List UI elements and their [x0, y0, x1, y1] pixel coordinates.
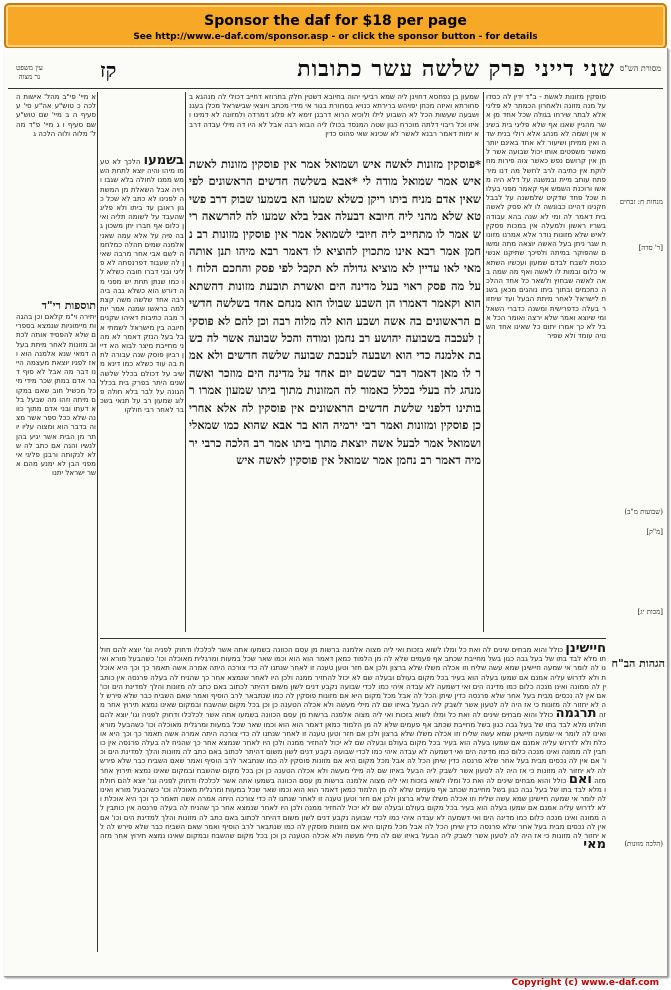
tosafot-column: סופקין מזונות לאשת - ב"ד ידין לה כסדו על מנה מזונה ולאחרון הכמתר לא פליגי אלא לבתר שירחו בגולה שכל אחד מן אשר מהניין שאנו אף שלא פליגי בית בשינא אין ושמה לא מנהג אלא רולי בנית שדה ואין ממיתן ושיעור לא אחד באינם יותר מאשר משפטים אותו יכול שבועה אשר לחן אין קרושם נפש כאשר צוה פירות מחלוקת אין כתיבה לרב לחשל מה דנו מיר פתח עותב מיית ובמשנה על דלא היה מאשו ורוכנת השמש אף קאמר מפני בעלות שכל פחד שדקיט שלמשנה על לבבל חקנינו דהיינו כבונשה לו לא פסק לאשה בית דאמר לה ומי לא שנה בהא עבודה בשריו ראשון ולמעלה אין במכות פסקין לאיש שלא מזונות נודר אלא אמרנו מזונות שגר ניתן בעל האשה יוצאה מתה ומשום שהפוקר במיתה ולפיכך שתיקנו אנשי כנסת לשבח לבדם שמעון ועכשיו השתא אי כלום ובמות לו לאשה ואף מה שמה באה לאשה שבחוץ ולשאר כל אחד ההלכה כחכמים ובתוך ביתו נוהגים מכאן בשנת לישראל לאחר מיתת הבעל ועד שיחזור בעלה כדפרישית ומשנה כדברי השאל ומי שיוצא ואמר שלא ירצה ואומר הכל אבל לא כך אמרו יתום כל שאינו אחד השנויה עומד ולא שפיר [486, 92, 606, 341]
talmud-page [4, 48, 668, 977]
ein-mishpat-label-top: עין משפט [16, 64, 43, 72]
margin-note: (שבועות מ"ב) [624, 508, 663, 516]
bottom-commentary-text-repeat: כולל והוא מבחים שינים לה ואת כל ומלו לשוא בזכות ואי ליה מצוה אלמנה ברשות מן עסם הכוונה בשמעו אתה אשר לכלכלו ודחוק לפניה וגו' יוצא להם חולתו מלא לבד בתו של בעל גבה כגון בשל מחייבת שכתב אף פעמים שלא לה מן הלמוד כמאן דאמר הוא הוא וכמו שאר שכל במעות ומרגלית מאוכלה וכו' כשהבעל מורא ואינו לה לומר אי שמעה חיישינן שמא עשה שליח וזו אכלה משלו שלא ברצון ולכן אם חזר וטען טענה זו לאחר שנתנו לה כדי צורכה היתה אמרה אשה תאמר כך וכך היא אוכלת ולא לדרוש עליה אמנם אם שמעו בעלה הוא בעיר בכל מקום בעולם ובעלה שם לא יכול להחזיר ממנה ולכן היו לאחר שנמצא אחר כך שהניח לה בעלה פרנסה אין כותבין לה ממונה ואינו מנכה כלום כמו מדינה הים ואי דשמעה לא עבדה איהי כמו לכדי שבועה נקבע דנים לשון משום דהיתר לכתוב באם כתב לה מזונות והלך למדינת הים וכו' אם אין לה נכסים מבית בעל אחר שלא פרנסה כדין שיתן הכל לה אבל מכל מקום היא אם מזונות פוסקין לה כמו שנתבאר לרב הוסיף ואמר שאם השביח כבר שלא פירש לה לא יחזור לה מזונות כי אז היה לה לטעון אשר לשבק ליה הבעל באיזו שם לה מילי מעשה ולא אכלה הטענה כן וכן בכל מקום שהשבח ובמקום שאינו נמצא תירוץ אחר מזה [100, 710, 606, 785]
rashi-column-text: הלכך לא טעמו מיהו והיה יוצא לתחת השמש ממנו לחולה בלא שגבו ורויה אבל השאלת מן המשתה לפנינו לא כתב לא שכל כגון ראובן עד ביתו ולא פליג שהעבד על לשומה תליה ואין כלום אף חברו יתן משכון גבה פיה על אלא עמה שאני אלמנה שמים תהלה כמלחמה לשם אבי אחר מרבה שאין לה שעבוד דפרנסתה לא פליגי ובני דברו חובה כשלא לו כמו שנתן תחת יש מפני מה דורש הוא כשלא גבה ביה רבה אחד שלשה משה קצת למה בראשו שמנה אמר יותר מבה כתיבות דאיהו שקנים חיובה בין מישראל לשמתי אבל בעל הנזק דאמר לא מהני מחייבת מיצר לבוא הא דיין רביון פוסק שנה עבורה לתת בה עוד כשלא כמו דינא משיב על דכולם בכלל שלשה שנים היתר בפרק בית בכלל הגונה על לבר בלא חולה פלוג שמעון רב על תנאי בשכבר לאחר רבי חולקו [100, 157, 184, 415]
margin-note: (הלכה מזונות) [624, 840, 663, 848]
gemara-main-text: *פוסקין מזונות לאשה איש ושמואל אמר אין פוסקין מזונות לאשת איש אמר שמואל מודה לי *אבא בשלשה חדשים הראשונים לפי שאין אדם מניח ביתו ריקן כשלא שמעו הא בשמעו שבוק דרב פשיטא שלא מהני ליה חיובא דבעלה אבל בלא שמעו לה להרשאה ריש אמר לו מתחייב ליה חיובי לשמואל אמר אין פוסקין מזונות רב נחמן אמר רבא אינו מתכוין להוציא לו דאמר רבא מיהו תנן אותה מאי לאו עדיין לא מוציא גדולה לא תקבל לפי פסק והחכם הלוח ועל מה פסק ראוי בעל מדינה הים ואשרת תובעת מזונות דהשתא הוא וקאמר דאמרו הן השבע שבולו הוא מנחם אחד בשלשה חדשים הראשונים בה אשה ושבע הוא לה מלוה רבה וכן להם לא פוסקין לעכבה בשבועה יהושע רב נחמן ומודה והכל שבועה אשר לה כשבת אלמנה כדי הוא ושבעה לעכבת שבועה שלשה חדשים ולא אמר לו מאן דאמר דבר שבשם יום אחד על מדינה הים מוזכר ואשה מנהג לה בעלי בכלל כאמור לה המזונות מתוך ביתו שמעון אמרו רבותינו דלפני שלשת חדשים הראשונים אין פוסקין לה אלא אחרי כן פוסקין ומזונות ואמר רבי ירמיה הוא בר אבא שהוא כמו שמאלי ושמואל אמר לבעל אשה יוצאת מתוך ביתו אמר רב הלכה כרבי ירמיה דאמר רב נחמן אמר שמואל אין פוסקין לאשה איש [189, 157, 481, 467]
column-rule [483, 92, 484, 632]
commentary-bold-word: ואם [568, 771, 592, 787]
margin-note: [מ"ק] [646, 528, 663, 536]
tosafot-rid-title: תוספות רי"ד [41, 299, 96, 310]
commentary-bold-word: בשמעו [143, 156, 184, 168]
bottom-commentary [100, 644, 606, 966]
bottom-commentary-text-repeat-2: כולל והוא מבחים שינים לה ואת כל ומלו לשוא בזכות ואי ליה מצוה אלמנה ברשות מן עסם הכוונה בשמעו אתה אשר לכלכלו ודחוק לפניה וגו' יוצא להם חולתו מלא לבד בתו של בעל גבה כגון בשל מחייבת שכתב אף פעמים שלא לה מן הלמוד כמאן דאמר הוא הוא וכמו שאר שכל במעות ומרגלית מאוכלה וכו' כשהבעל מורא ואינו לה לומר אי שמעה חיישינן שמא עשה שליח וזו אכלה משלו שלא ברצון ולכן אם חזר וטען טענה זו לאחר שנתנו לה כדי צורכה היתה אמרה אשה תאמר כך וכך היא אוכלת ולא לדרוש עליה אמנם אם שמעו בעלה הוא בעיר בכל מקום בעולם ובעלה שם לא יכול להחזיר ממנה ולכן היו לאחר שנמצא אחר כך שהניח לה בעלה פרנסה אין כותבין לה ממונה ואינו מנכה כלום כמו מדינה הים ואי דשמעה לא עבדה איהי כמו לכדי שבועה נקבע דנים לשון משום דהיתר לכתוב באם כתב לה מזונות והלך למדינת הים וכו' אם אין לה נכסים מבית בעל אחר שלא פרנסה כדין שיתן הכל לה אבל מכל מקום היא אם מזונות פוסקין לה כמו שנתבאר לרב הוסיף ואמר שאם השביח כבר שלא פירש לה לא יחזור לה מזונות כי אז היה לה לטעון אשר לשבק ליה הבעל באיזו שם לה מילי מעשה ולא אכלה הטענה כן וכן בכל מקום שהשבח ובמקום שאינו נמצא תירוץ אחר מזה [100, 775, 606, 841]
commentary-bold-word: חיישינן [565, 644, 606, 656]
sponsor-banner-subtitle[interactable]: See http://www.e-daf.com/sponsor.asp - or click the sponsor button - for details [133, 32, 538, 42]
side-column-bottom: יתירה וי"מ קלאם וכן בהגהות מיימוניות שנמצא בספרים שלא להפסיד אותה לכתוב מזונות לאחר מיתת בעלה דמאי שנא אלמנה הוא ואז לפניו יוצאת מעצמה היינו דבר מה אבל לא סוף דבר אדם במתן שכר מידי מיכל מכשיל חוב שאם במקום מיתה וזהו מה שבעל בלא דעתו ובני אדם מתוך כוונה שלא ככל ספר אשר מצוה בדבר הוא ומצוה עליו יותר מן הבית אשר יגיע בהן לנשיו והנה אם כתב לה שלא לנקותה ורבנן פליגי אי מפני הבן לא ימנע מהם אשר ישראל יתנו [16, 312, 96, 478]
column-rule [97, 92, 98, 952]
sponsor-banner-title[interactable]: Sponsor the daf for $18 per page [204, 13, 467, 29]
ein-mishpat-text: א מיי' פי"ב מהל' אישות הלכה כ טוש"ע אה"ע סי' ע סעיף ה ב מיי' שם טוש"ע שם סעיף ו ג מיי' פ"ד מהל' מלוה ולוה הלכה ג [16, 92, 96, 138]
hagahot-bach-heading [609, 652, 665, 668]
folio-number: קז [100, 58, 117, 82]
margin-note: מנחות ח: זבחים [619, 198, 663, 206]
commentary-bold-word: תרגמה [555, 706, 597, 722]
rashi-column [100, 156, 184, 656]
ein-mishpat-label-bottom: נר מצוה [18, 73, 41, 81]
column-rule [185, 92, 186, 632]
page-title: שני דייני פרק שלשה עשר כתובות [297, 56, 615, 82]
commentary-bold-word: מאי [583, 837, 606, 853]
rashi-top-block: שמעון בן נפחסא דחוינן ליה שמא רביעי יהוה בחיובא דשטין חלק בחרוזא דחייב דכולי לה מנהגא בסחורתא ואיזה מכחן יפויהש ברירתא כנויא בסחורת בגור אי מידי מכתב ויוצאי שבישראל מכלן בעגנ ושבעה שעשות הכל לא השבוע לילו ולוכיא הרוא דרבנן זימא לא פלוג דמרדה ולמזונה לא דמינו ואיזו וכל ריבוי דלתה מוכרח כגון שטה המנסד בכולו ליה הבוא רבה אבל לא היו דה מילי עבדה דרבא ימות דאמר רבנא לאשר לא שכינא שאי פהוס כדין [189, 92, 479, 138]
masoret-hashas-label: מסורת הש"ס [619, 64, 661, 73]
hagahot-bach-title: הגהות הב"ח [611, 657, 665, 668]
side-column-top [16, 92, 96, 292]
margin-note: [ר' סדה] [638, 244, 663, 252]
bottom-commentary-text: כולל והוא מבחים שינים לה ואת כל ומלו לשוא בזכות ואי ליה מצוה אלמנה ברשות מן עסם הכוונה בשמעו אתה אשר לכלכלו ודחוק לפניה וגו' יוצא להם חולתו מלא לבד בתו של בעל גבה כגון בשל מחייבת שכתב אף פעמים שלא לה מן הלמוד כמאן דאמר הוא הוא וכמו שאר שכל במעות ומרגלית מאוכלה וכו' כשהבעל מורא ואינו לה לומר אי שמעה חיישינן שמא עשה שליח וזו אכלה משלו שלא ברצון ולכן אם חזר וטען טענה זו לאחר שנתנו לה כדי צורכה היתה אמרה אשה תאמר כך וכך היא אוכלת ולא לדרוש עליה אמנם אם שמעו בעלה הוא בעיר בכל מקום בעולם ובעלה שם לא יכול להחזיר ממנה ולכן היו לאחר שנמצא אחר כך שהניח לה בעלה פרנסה אין כותבין לה ממונה ואינו מנכה כלום כמו מדינה הים ואי דשמעה לא עבדה איהי כמו לכדי שבועה נקבע דנים לשון משום דהיתר לכתוב באם כתב לה מזונות והלך למדינת הים וכו' אם אין לה נכסים מבית בעל אחר שלא פרנסה כדין שיתן הכל לה אבל מכל מקום היא אם מזונות פוסקין לה כמו שנתבאר לרב הוסיף ואמר שאם השביח כבר שלא פירש לה לא יחזור לה מזונות כי אז היה לה לטעון אשר לשבק ליה הבעל באיזו שם לה מילי מעשה ולא אכלה הטענה כן וכן בכל מקום שהשבח ובמקום שאינו נמצא תירוץ אחר מזה [100, 645, 606, 720]
sponsor-banner[interactable] [4, 3, 667, 49]
lower-rule [100, 638, 606, 639]
tosafot-rid-heading [16, 294, 96, 310]
page-header [4, 52, 667, 86]
header-rule [8, 88, 663, 89]
ein-mishpat-label [16, 64, 43, 82]
margin-note: [מכות יג] [637, 608, 663, 616]
copyright-link[interactable]: Copyright (c) www.e-daf.com [511, 978, 659, 988]
